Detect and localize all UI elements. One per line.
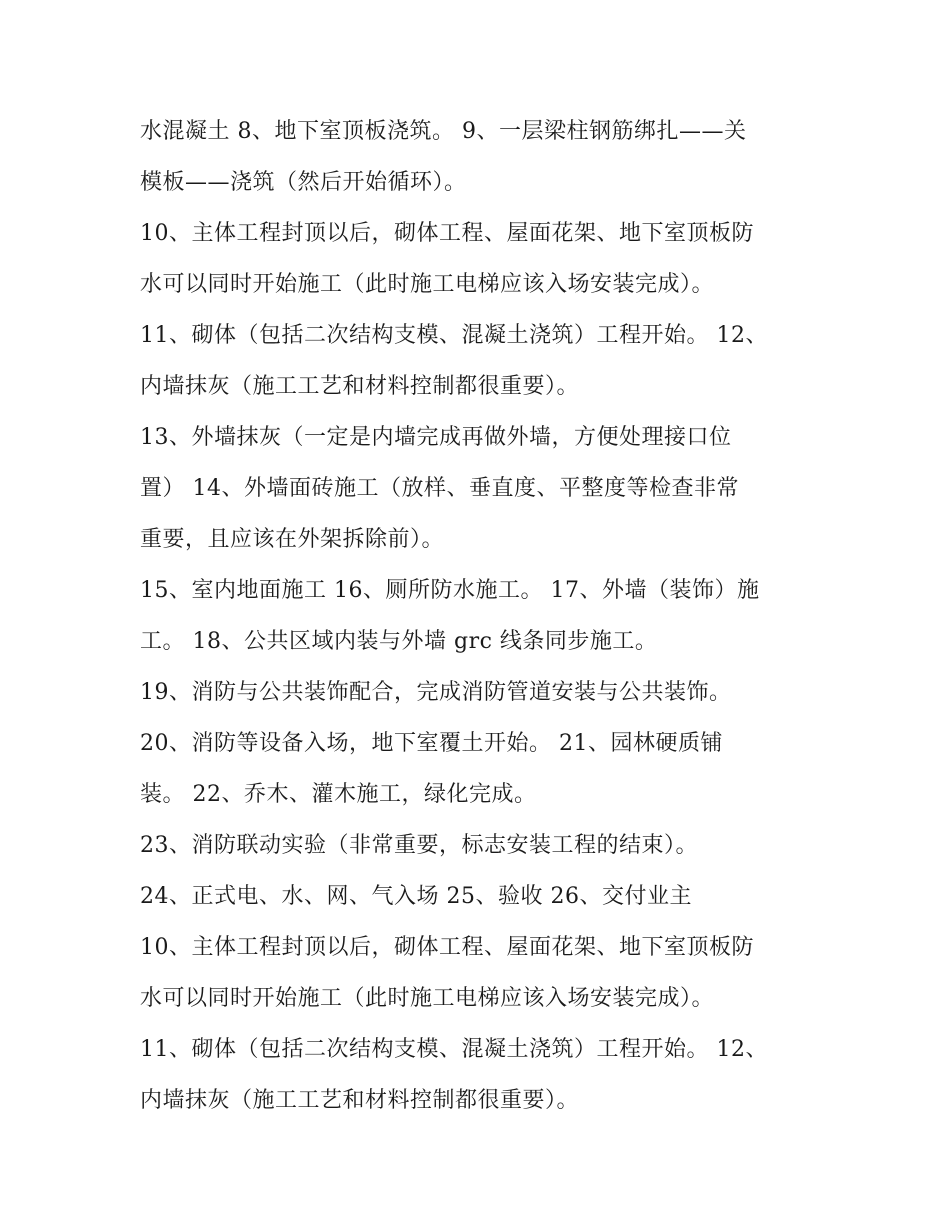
text-line: 19、消防与公共装饰配合，完成消防管道安装与公共装饰。 — [140, 680, 732, 705]
text-line: 装。 22、乔木、灌木施工，绿化完成。 — [140, 782, 537, 807]
text-line: 23、消防联动实验（非常重要，标志安装工程的结束）。 — [140, 833, 698, 858]
document-body — [140, 106, 840, 1126]
text-line: 水可以同时开始施工（此时施工电梯应该入场安装完成）。 — [140, 986, 715, 1011]
text-line: 20、消防等设备入场，地下室覆土开始。 21、园林硬质铺 — [140, 731, 723, 756]
text-line: 内墙抹灰（施工工艺和材料控制都很重要）。 — [140, 1088, 580, 1113]
text-line: 10、主体工程封顶以后，砌体工程、屋面花架、地下室顶板防 — [140, 935, 754, 960]
text-line: 置） 14、外墙面砖施工（放样、垂直度、平整度等检查非常 — [140, 476, 739, 501]
text-line: 工。 18、公共区域内装与外墙 grc 线条同步施工。 — [140, 629, 658, 654]
text-line: 15、室内地面施工 16、厕所防水施工。 17、外墙（装饰）施 — [140, 578, 760, 603]
text-line: 水混凝土 8、地下室顶板浇筑。 9、一层梁柱钢筋绑扎——关 — [140, 119, 747, 144]
text-line: 24、正式电、水、网、气入场 25、验收 26、交付业主 — [140, 884, 692, 909]
text-line: 模板——浇筑（然后开始循环）。 — [140, 170, 467, 195]
text-line: 水可以同时开始施工（此时施工电梯应该入场安装完成）。 — [140, 272, 715, 297]
text-line: 内墙抹灰（施工工艺和材料控制都很重要）。 — [140, 374, 580, 399]
text-line: 11、砌体（包括二次结构支模、混凝土浇筑）工程开始。 12、 — [140, 323, 768, 348]
text-line: 10、主体工程封顶以后，砌体工程、屋面花架、地下室顶板防 — [140, 221, 754, 246]
text-line: 11、砌体（包括二次结构支模、混凝土浇筑）工程开始。 12、 — [140, 1037, 768, 1062]
text-line: 重要，且应该在外架拆除前）。 — [140, 527, 445, 552]
text-line: 13、外墙抹灰（一定是内墙完成再做外墙，方便处理接口位 — [140, 425, 732, 450]
